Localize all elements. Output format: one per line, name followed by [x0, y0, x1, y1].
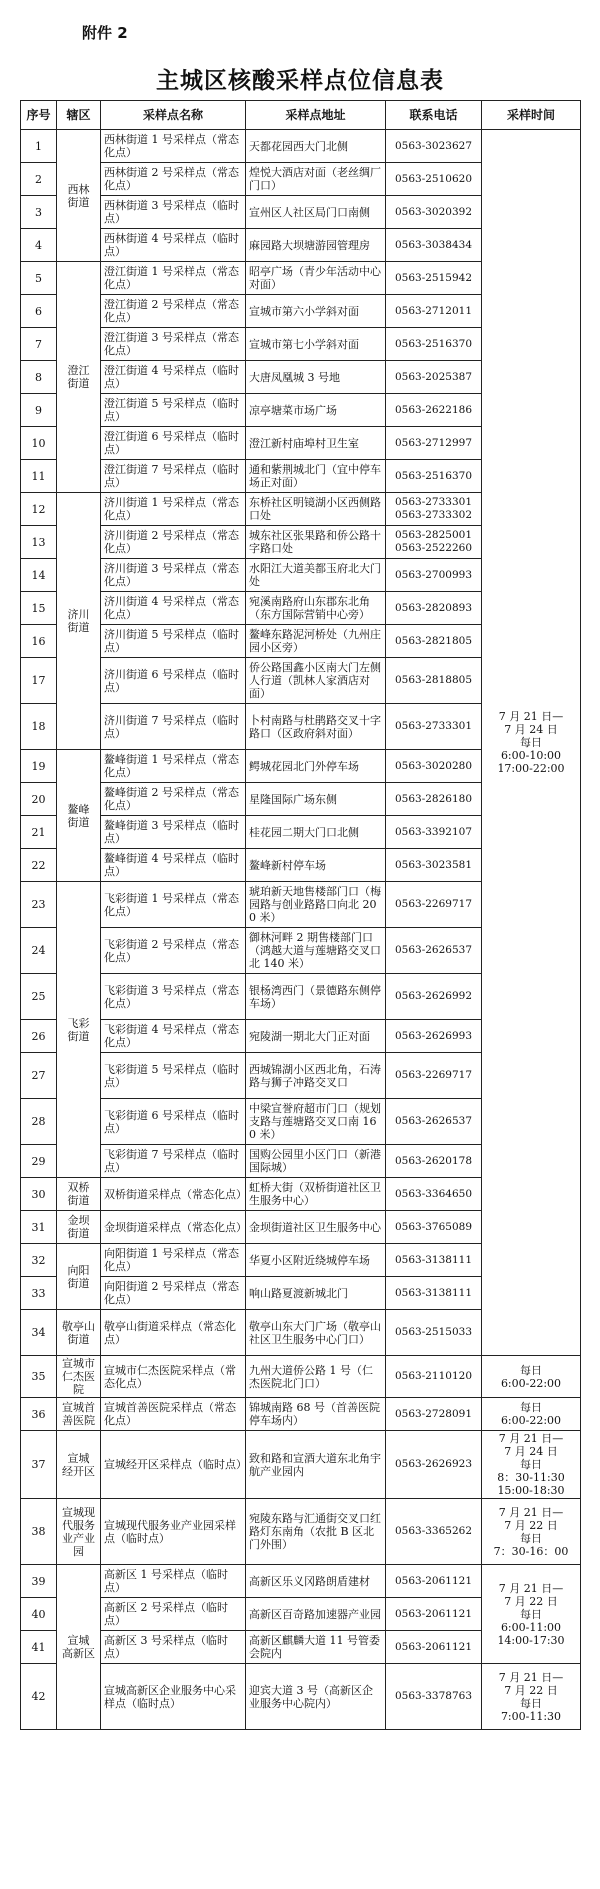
row-number: 39: [21, 1565, 57, 1598]
site-name: 敬亭山街道采样点（常态化点）: [101, 1310, 246, 1356]
site-address: 虹桥大街（双桥街道社区卫生服务中心）: [246, 1178, 386, 1211]
row-number: 19: [21, 750, 57, 783]
contact-phone: 0563-3020392: [386, 196, 482, 229]
contact-phone: 0563-3023627: [386, 130, 482, 163]
contact-phone: 0563-3038434: [386, 229, 482, 262]
site-address: 煌悦大酒店对面（老丝绸厂门口）: [246, 163, 386, 196]
contact-phone: 0563-2620178: [386, 1145, 482, 1178]
row-number: 20: [21, 783, 57, 816]
row-number: 12: [21, 493, 57, 526]
site-name: 飞彩街道 5 号采样点（临时点）: [101, 1053, 246, 1099]
contact-phone: 0563-2626537: [386, 1099, 482, 1145]
site-address: 银杨湾西门（景德路东侧停车场）: [246, 974, 386, 1020]
site-address: 国购公园里小区门口（新港国际城）: [246, 1145, 386, 1178]
row-number: 7: [21, 328, 57, 361]
site-address: 凉亭塘菜市场广场: [246, 394, 386, 427]
site-name: 西林街道 3 号采样点（临时点）: [101, 196, 246, 229]
row-number: 32: [21, 1244, 57, 1277]
row-number: 13: [21, 526, 57, 559]
contact-phone: 0563-3138111: [386, 1277, 482, 1310]
table-row: [21, 130, 581, 163]
row-number: 14: [21, 559, 57, 592]
site-address: 迎宾大道 3 号（高新区企业服务中心院内）: [246, 1664, 386, 1730]
site-address: 天都花园西大门北侧: [246, 130, 386, 163]
site-address: 昭亭广场（青少年活动中心对面）: [246, 262, 386, 295]
site-address: 华夏小区附近绕城停车场: [246, 1244, 386, 1277]
contact-phone: 0563-2626923: [386, 1431, 482, 1499]
site-address: 宣州区人社区局门口南侧: [246, 196, 386, 229]
site-name: 澄江街道 3 号采样点（常态化点）: [101, 328, 246, 361]
contact-phone: 0563-2269717: [386, 882, 482, 928]
site-address: 麻园路大坝塘游园管理房: [246, 229, 386, 262]
contact-phone: 0563-3023581: [386, 849, 482, 882]
site-name: 双桥街道采样点（常态化点）: [101, 1178, 246, 1211]
site-address: 宛陵东路与汇通街交叉口红路灯东南角（农批 B 区北门外围）: [246, 1499, 386, 1565]
contact-phone: 0563-3765089: [386, 1211, 482, 1244]
row-number: 15: [21, 592, 57, 625]
site-address: 宛陵湖一期北大门正对面: [246, 1020, 386, 1053]
page-title: 主城区核酸采样点位信息表: [156, 67, 444, 94]
site-address: 敬亭山东大门广场（敬亭山社区卫生服务中心门口）: [246, 1310, 386, 1356]
row-number: 41: [21, 1631, 57, 1664]
site-address: 桂花园二期大门口北侧: [246, 816, 386, 849]
site-name: 济川街道 4 号采样点（常态化点）: [101, 592, 246, 625]
row-number: 6: [21, 295, 57, 328]
site-address: 宣城市第六小学斜对面: [246, 295, 386, 328]
contact-phone: 0563-2061121: [386, 1631, 482, 1664]
site-name: 澄江街道 5 号采样点（临时点）: [101, 394, 246, 427]
site-name: 济川街道 3 号采样点（常态化点）: [101, 559, 246, 592]
row-number: 38: [21, 1499, 57, 1565]
row-number: 24: [21, 928, 57, 974]
site-address: 宣城市第七小学斜对面: [246, 328, 386, 361]
site-address: 通和紫荆城北门（宜中停车场正对面）: [246, 460, 386, 493]
contact-phone: 0563-2825001 0563-2522260: [386, 526, 482, 559]
site-name: 西林街道 4 号采样点（临时点）: [101, 229, 246, 262]
district-cell: 金坝 街道: [57, 1211, 101, 1244]
row-number: 37: [21, 1431, 57, 1499]
site-name: 济川街道 5 号采样点（临时点）: [101, 625, 246, 658]
site-name: 高新区 1 号采样点（临时点）: [101, 1565, 246, 1598]
row-number: 2: [21, 163, 57, 196]
sampling-time: 7 月 21 日— 7 月 22 日 每日 7：30-16：00: [482, 1499, 581, 1565]
header-time: 采样时间: [482, 101, 581, 130]
contact-phone: 0563-2821805: [386, 625, 482, 658]
site-name: 飞彩街道 2 号采样点（常态化点）: [101, 928, 246, 974]
site-name: 飞彩街道 4 号采样点（常态化点）: [101, 1020, 246, 1053]
contact-phone: 0563-2700993: [386, 559, 482, 592]
site-address: 鳄城花园北门外停车场: [246, 750, 386, 783]
site-address: 金坝街道社区卫生服务中心: [246, 1211, 386, 1244]
site-name: 鳌峰街道 4 号采样点（临时点）: [101, 849, 246, 882]
sampling-time: 每日 6:00-22:00: [482, 1356, 581, 1398]
site-name: 澄江街道 4 号采样点（临时点）: [101, 361, 246, 394]
header-phone: 联系电话: [386, 101, 482, 130]
district-cell: 鳌峰 街道: [57, 750, 101, 882]
site-name: 鳌峰街道 2 号采样点（常态化点）: [101, 783, 246, 816]
district-cell: 宣城 高新区: [57, 1565, 101, 1730]
site-address: 侨公路国鑫小区南大门左侧人行道（凯林人家酒店对面）: [246, 658, 386, 704]
sampling-time: 7 月 21 日— 7 月 22 日 每日 7:00-11:30: [482, 1664, 581, 1730]
site-name: 济川街道 7 号采样点（临时点）: [101, 704, 246, 750]
row-number: 26: [21, 1020, 57, 1053]
site-address: 宛溪南路府山东郡东北角（东方国际营销中心旁）: [246, 592, 386, 625]
table-row: [21, 1499, 581, 1565]
header-site-name: 采样点名称: [101, 101, 246, 130]
contact-phone: 0563-2622186: [386, 394, 482, 427]
district-cell: 澄江 街道: [57, 262, 101, 493]
sampling-time: 7 月 21 日— 7 月 24 日 每日 8：30-11:30 15:00-18:30: [482, 1431, 581, 1499]
site-name: 澄江街道 2 号采样点（常态化点）: [101, 295, 246, 328]
site-name: 澄江街道 1 号采样点（常态化点）: [101, 262, 246, 295]
site-name: 飞彩街道 6 号采样点（临时点）: [101, 1099, 246, 1145]
sampling-time: 每日 6:00-22:00: [482, 1398, 581, 1431]
row-number: 3: [21, 196, 57, 229]
row-number: 9: [21, 394, 57, 427]
table-row: [21, 1398, 581, 1431]
row-number: 22: [21, 849, 57, 882]
site-address: 鳌峰东路泥河桥处（九州庄园小区旁）: [246, 625, 386, 658]
row-number: 4: [21, 229, 57, 262]
contact-phone: 0563-2712011: [386, 295, 482, 328]
site-name: 宣城经开区采样点（临时点）: [101, 1431, 246, 1499]
contact-phone: 0563-2269717: [386, 1053, 482, 1099]
contact-phone: 0563-3364650: [386, 1178, 482, 1211]
contact-phone: 0563-2626993: [386, 1020, 482, 1053]
site-address: 高新区乐义冈路朗盾建材: [246, 1565, 386, 1598]
header-no: 序号: [21, 101, 57, 130]
site-address: 卜村南路与杜鹃路交叉十字路口（区政府斜对面）: [246, 704, 386, 750]
contact-phone: 0563-3365262: [386, 1499, 482, 1565]
row-number: 10: [21, 427, 57, 460]
table-row: [21, 1565, 581, 1598]
site-address: 锦城南路 68 号（首善医院停车场内）: [246, 1398, 386, 1431]
site-address: 城东社区张果路和侨公路十字路口处: [246, 526, 386, 559]
site-name: 西林街道 1 号采样点（常态化点）: [101, 130, 246, 163]
row-number: 36: [21, 1398, 57, 1431]
contact-phone: 0563-2025387: [386, 361, 482, 394]
site-name: 鳌峰街道 3 号采样点（临时点）: [101, 816, 246, 849]
district-cell: 宣城首 善医院: [57, 1398, 101, 1431]
site-name: 西林街道 2 号采样点（常态化点）: [101, 163, 246, 196]
site-name: 宣城市仁杰医院采样点（常态化点）: [101, 1356, 246, 1398]
row-number: 30: [21, 1178, 57, 1211]
contact-phone: 0563-2733301 0563-2733302: [386, 493, 482, 526]
row-number: 29: [21, 1145, 57, 1178]
contact-phone: 0563-3138111: [386, 1244, 482, 1277]
row-number: 11: [21, 460, 57, 493]
site-name: 澄江街道 6 号采样点（临时点）: [101, 427, 246, 460]
row-number: 5: [21, 262, 57, 295]
site-address: 九州大道侨公路 1 号（仁杰医院北门口）: [246, 1356, 386, 1398]
row-number: 21: [21, 816, 57, 849]
contact-phone: 0563-2516370: [386, 328, 482, 361]
site-name: 高新区 3 号采样点（临时点）: [101, 1631, 246, 1664]
row-number: 42: [21, 1664, 57, 1730]
contact-phone: 0563-3378763: [386, 1664, 482, 1730]
site-name: 济川街道 2 号采样点（常态化点）: [101, 526, 246, 559]
contact-phone: 0563-3392107: [386, 816, 482, 849]
row-number: 28: [21, 1099, 57, 1145]
row-number: 34: [21, 1310, 57, 1356]
site-name: 飞彩街道 1 号采样点（常态化点）: [101, 882, 246, 928]
sampling-time: 7 月 21 日— 7 月 22 日 每日 6:00-11:00 14:00-17:30: [482, 1565, 581, 1664]
contact-phone: 0563-2061121: [386, 1598, 482, 1631]
site-name: 宣城首善医院采样点（常态化点）: [101, 1398, 246, 1431]
site-name: 飞彩街道 7 号采样点（临时点）: [101, 1145, 246, 1178]
row-number: 33: [21, 1277, 57, 1310]
site-address: 澄江新村庙埠村卫生室: [246, 427, 386, 460]
district-cell: 双桥 街道: [57, 1178, 101, 1211]
contact-phone: 0563-2733301: [386, 704, 482, 750]
contact-phone: 0563-2728091: [386, 1398, 482, 1431]
site-address: 琥珀新天地售楼部门口（梅园路与创业路路口向北 200 米）: [246, 882, 386, 928]
row-number: 35: [21, 1356, 57, 1398]
site-address: 大唐凤凰城 3 号地: [246, 361, 386, 394]
site-address: 高新区麒麟大道 11 号管委会院内: [246, 1631, 386, 1664]
row-number: 1: [21, 130, 57, 163]
site-address: 西城锦湖小区西北角，石涛路与狮子冲路交叉口: [246, 1053, 386, 1099]
site-name: 宣城高新区企业服务中心采样点（临时点）: [101, 1664, 246, 1730]
sampling-sites-table: [20, 100, 581, 1730]
contact-phone: 0563-2712997: [386, 427, 482, 460]
site-name: 鳌峰街道 1 号采样点（常态化点）: [101, 750, 246, 783]
row-number: 16: [21, 625, 57, 658]
table-row: [21, 1431, 581, 1499]
row-number: 18: [21, 704, 57, 750]
row-number: 8: [21, 361, 57, 394]
site-address: 中梁宣誉府超市门口（规划支路与莲塘路交叉口南 160 米）: [246, 1099, 386, 1145]
row-number: 31: [21, 1211, 57, 1244]
contact-phone: 0563-2818805: [386, 658, 482, 704]
attachment-label: 附件 2: [82, 24, 128, 42]
header-district: 辖区: [57, 101, 101, 130]
site-name: 澄江街道 7 号采样点（临时点）: [101, 460, 246, 493]
district-cell: 飞彩 街道: [57, 882, 101, 1178]
site-address: 高新区百奇路加速器产业园: [246, 1598, 386, 1631]
sampling-time: 7 月 21 日— 7 月 24 日 每日 6:00-10:00 17:00-22:00: [482, 130, 581, 1356]
site-name: 济川街道 1 号采样点（常态化点）: [101, 493, 246, 526]
district-cell: 宣城市 仁杰医 院: [57, 1356, 101, 1398]
site-name: 向阳街道 1 号采样点（常态化点）: [101, 1244, 246, 1277]
site-name: 宣城现代服务业产业园采样点（临时点）: [101, 1499, 246, 1565]
contact-phone: 0563-2516370: [386, 460, 482, 493]
contact-phone: 0563-2826180: [386, 783, 482, 816]
contact-phone: 0563-2515942: [386, 262, 482, 295]
row-number: 23: [21, 882, 57, 928]
table-row: [21, 1664, 581, 1730]
row-number: 17: [21, 658, 57, 704]
site-address: 鳌峰新村停车场: [246, 849, 386, 882]
district-cell: 向阳 街道: [57, 1244, 101, 1310]
district-cell: 济川 街道: [57, 493, 101, 750]
contact-phone: 0563-2820893: [386, 592, 482, 625]
district-cell: 宣城现 代服务 业产业 园: [57, 1499, 101, 1565]
site-address: 响山路夏渡新城北门: [246, 1277, 386, 1310]
row-number: 40: [21, 1598, 57, 1631]
site-name: 向阳街道 2 号采样点（常态化点）: [101, 1277, 246, 1310]
site-name: 金坝街道采样点（常态化点）: [101, 1211, 246, 1244]
row-number: 25: [21, 974, 57, 1020]
contact-phone: 0563-2110120: [386, 1356, 482, 1398]
contact-phone: 0563-3020280: [386, 750, 482, 783]
site-name: 飞彩街道 3 号采样点（常态化点）: [101, 974, 246, 1020]
site-name: 济川街道 6 号采样点（临时点）: [101, 658, 246, 704]
contact-phone: 0563-2510620: [386, 163, 482, 196]
contact-phone: 0563-2515033: [386, 1310, 482, 1356]
site-address: 东桥社区明镜湖小区西侧路口处: [246, 493, 386, 526]
site-address: 御林河畔 2 期售楼部门口（鸿越大道与莲塘路交叉口北 140 米）: [246, 928, 386, 974]
contact-phone: 0563-2626992: [386, 974, 482, 1020]
site-address: 星隆国际广场东侧: [246, 783, 386, 816]
district-cell: 西林 街道: [57, 130, 101, 262]
header-site-address: 采样点地址: [246, 101, 386, 130]
site-address: 水阳江大道美都玉府北大门处: [246, 559, 386, 592]
district-cell: 敬亭山 街道: [57, 1310, 101, 1356]
district-cell: 宣城 经开区: [57, 1431, 101, 1499]
row-number: 27: [21, 1053, 57, 1099]
contact-phone: 0563-2626537: [386, 928, 482, 974]
table-header-row: [21, 101, 581, 130]
site-address: 致和路和宣酒大道东北角宇航产业园内: [246, 1431, 386, 1499]
contact-phone: 0563-2061121: [386, 1565, 482, 1598]
table-row: [21, 1356, 581, 1398]
site-name: 高新区 2 号采样点（临时点）: [101, 1598, 246, 1631]
